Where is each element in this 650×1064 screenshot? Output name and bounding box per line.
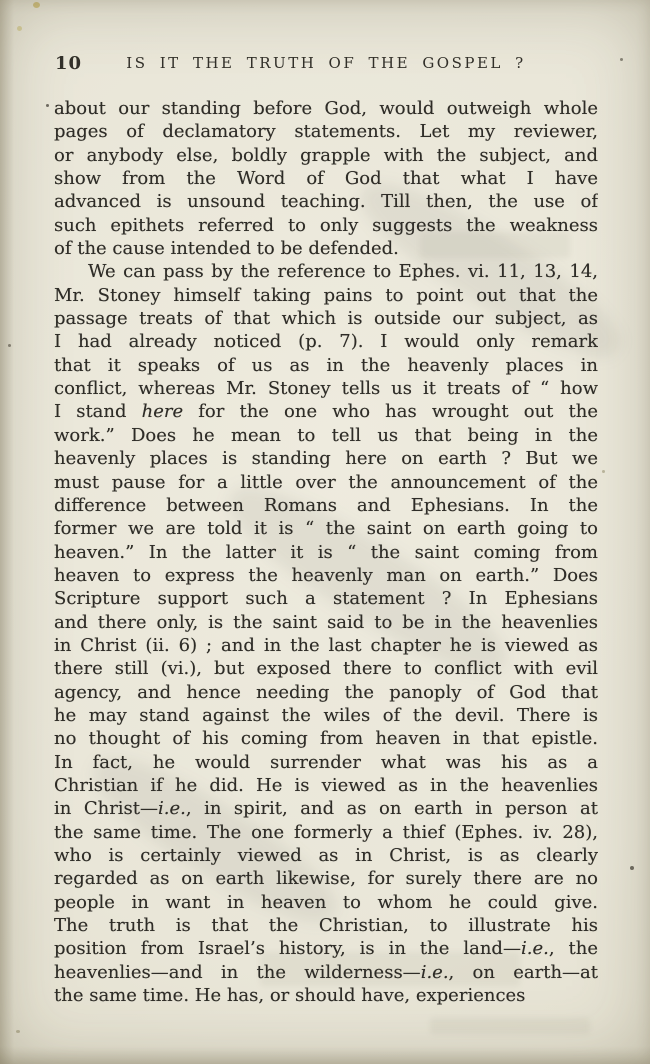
ink-bleedthrough: [430, 1018, 590, 1034]
text-line: [54, 144, 598, 167]
text-segment: difference between Romans and Ephesians. In the: [54, 494, 598, 516]
paper-speck: [46, 104, 49, 107]
text-line: [54, 190, 598, 213]
text-segment: of the cause intended to be defended.: [54, 238, 399, 260]
text-segment: must pause for a little over the announcement of the: [54, 471, 598, 493]
text-line: [54, 97, 598, 120]
text-segment: advanced is unsound teaching. Till then, the use of: [54, 191, 598, 213]
text-line: [54, 307, 598, 330]
paper-speck: [17, 26, 22, 31]
running-head: [54, 54, 598, 76]
text-line: [54, 120, 598, 143]
text-segment: conflict, whereas Mr. Stoney tells us it treats of “ how: [54, 378, 598, 400]
italic-text: here: [141, 401, 184, 423]
text-segment: or anybody else, boldly grapple with the subject, and: [54, 144, 598, 166]
text-line: [54, 237, 598, 260]
text-segment: in Christ—: [54, 798, 159, 820]
text-line: [54, 541, 598, 564]
paper-speck: [630, 866, 634, 870]
page-edge-shadow: [0, 0, 14, 1064]
text-line: [54, 657, 598, 680]
text-line: [54, 424, 598, 447]
text-segment: about our standing before God, would outweigh whole: [54, 98, 598, 119]
text-segment: show from the Word of God that what I have: [54, 168, 598, 190]
paper-speck: [8, 344, 11, 347]
text-segment: there still (vi.), but exposed there to conflict with evil: [54, 658, 598, 680]
text-segment: position from Israel’s history, is in the land—: [54, 938, 521, 960]
text-line: [54, 167, 598, 190]
text-segment: , on earth—at: [448, 961, 598, 983]
text-line: [54, 727, 598, 750]
text-segment: agency, and hence needing the panoply of God that: [54, 681, 598, 703]
text-segment: the same time. The one formerly a thief (Ephes. iv. 28),: [54, 821, 598, 843]
text-line: [54, 681, 598, 704]
text-line: [54, 844, 598, 867]
text-line: [54, 400, 598, 423]
text-segment: such epithets referred to only suggests the weakness: [54, 214, 598, 236]
text-segment: heavenlies—and in the wilderness—: [54, 961, 421, 983]
text-line: [54, 984, 598, 1007]
text-line: [54, 260, 598, 283]
text-segment: Scripture support such a statement ? In Ephesians: [54, 588, 598, 610]
text-line: [54, 821, 598, 844]
text-line: [54, 797, 598, 820]
running-title: IS IT THE TRUTH OF THE GOSPEL ?: [126, 54, 526, 72]
text-segment: We can pass by the reference to Ephes. vi. 11, 13, 14,: [88, 261, 598, 283]
text-line: [54, 751, 598, 774]
paper-speck: [16, 1030, 20, 1033]
text-segment: pages of declamatory statements. Let my reviewer,: [54, 121, 598, 143]
text-line: [54, 937, 598, 960]
text-line: [54, 517, 598, 540]
text-segment: work.” Does he mean to tell us that being in the: [54, 424, 598, 446]
text-segment: , in spirit, and as on earth in person at: [185, 798, 598, 820]
paper-speck: [33, 2, 40, 8]
text-segment: heaven.” In the latter it is “ the saint coming from: [54, 541, 598, 563]
text-line: [54, 891, 598, 914]
italic-text: i.e.: [158, 798, 186, 820]
text-segment: that it speaks of us as in the heavenly places in: [54, 354, 598, 376]
text-line: [54, 377, 598, 400]
text-segment: for the one who has wrought out the: [183, 401, 598, 423]
text-line: [54, 914, 598, 937]
text-line: [54, 704, 598, 727]
text-line: [54, 961, 598, 984]
text-segment: The truth is that the Christian, to illustrate his: [54, 915, 598, 937]
text-segment: I had already noticed (p. 7). I would only remark: [54, 331, 598, 353]
text-line: [54, 284, 598, 307]
text-line: [54, 447, 598, 470]
text-line: [54, 471, 598, 494]
page-number: 10: [55, 53, 83, 74]
page-edge-shadow: [0, 1046, 650, 1064]
text-line: [54, 214, 598, 237]
text-line: [54, 330, 598, 353]
text-segment: who is certainly viewed as in Christ, is as clearly: [54, 845, 598, 866]
text-segment: , the: [548, 938, 598, 960]
text-segment: heavenly places is standing here on earth ? But we: [54, 448, 598, 470]
text-segment: the same time. He has, or should have, experiences: [54, 985, 526, 1007]
text-segment: Mr. Stoney himself taking pains to point out that the: [54, 284, 598, 306]
paper-speck: [602, 470, 605, 473]
text-segment: heaven to express the heavenly man on earth.” Does: [54, 564, 598, 586]
italic-text: i.e.: [520, 938, 549, 960]
text-segment: no thought of his coming from heaven in that epistle.: [54, 728, 598, 750]
text-segment: people in want in heaven to whom he could give.: [54, 891, 598, 913]
text-line: [54, 774, 598, 797]
body-text: [54, 97, 598, 1007]
text-segment: passage treats of that which is outside our subject, as: [54, 308, 598, 330]
paper-speck: [620, 58, 623, 61]
text-segment: regarded as on earth likewise, for surely there are no: [54, 868, 598, 890]
text-segment: and there only, is the saint said to be in the heavenlies: [54, 611, 598, 633]
text-line: [54, 867, 598, 890]
text-line: [54, 587, 598, 610]
text-line: [54, 611, 598, 634]
text-line: [54, 564, 598, 587]
italic-text: i.e.: [420, 961, 449, 983]
text-segment: Christian if he did. He is viewed as in the heavenlies: [54, 774, 598, 796]
text-segment: former we are told it is “ the saint on earth going to: [54, 518, 598, 540]
text-segment: in Christ (ii. 6) ; and in the last chapter he is viewed as: [54, 634, 598, 656]
text-segment: he may stand against the wiles of the devil. There is: [54, 704, 598, 726]
text-line: [54, 494, 598, 517]
text-line: [54, 354, 598, 377]
text-segment: In fact, he would surrender what was his as a: [54, 751, 598, 773]
text-line: [54, 634, 598, 657]
text-segment: I stand: [54, 401, 142, 423]
